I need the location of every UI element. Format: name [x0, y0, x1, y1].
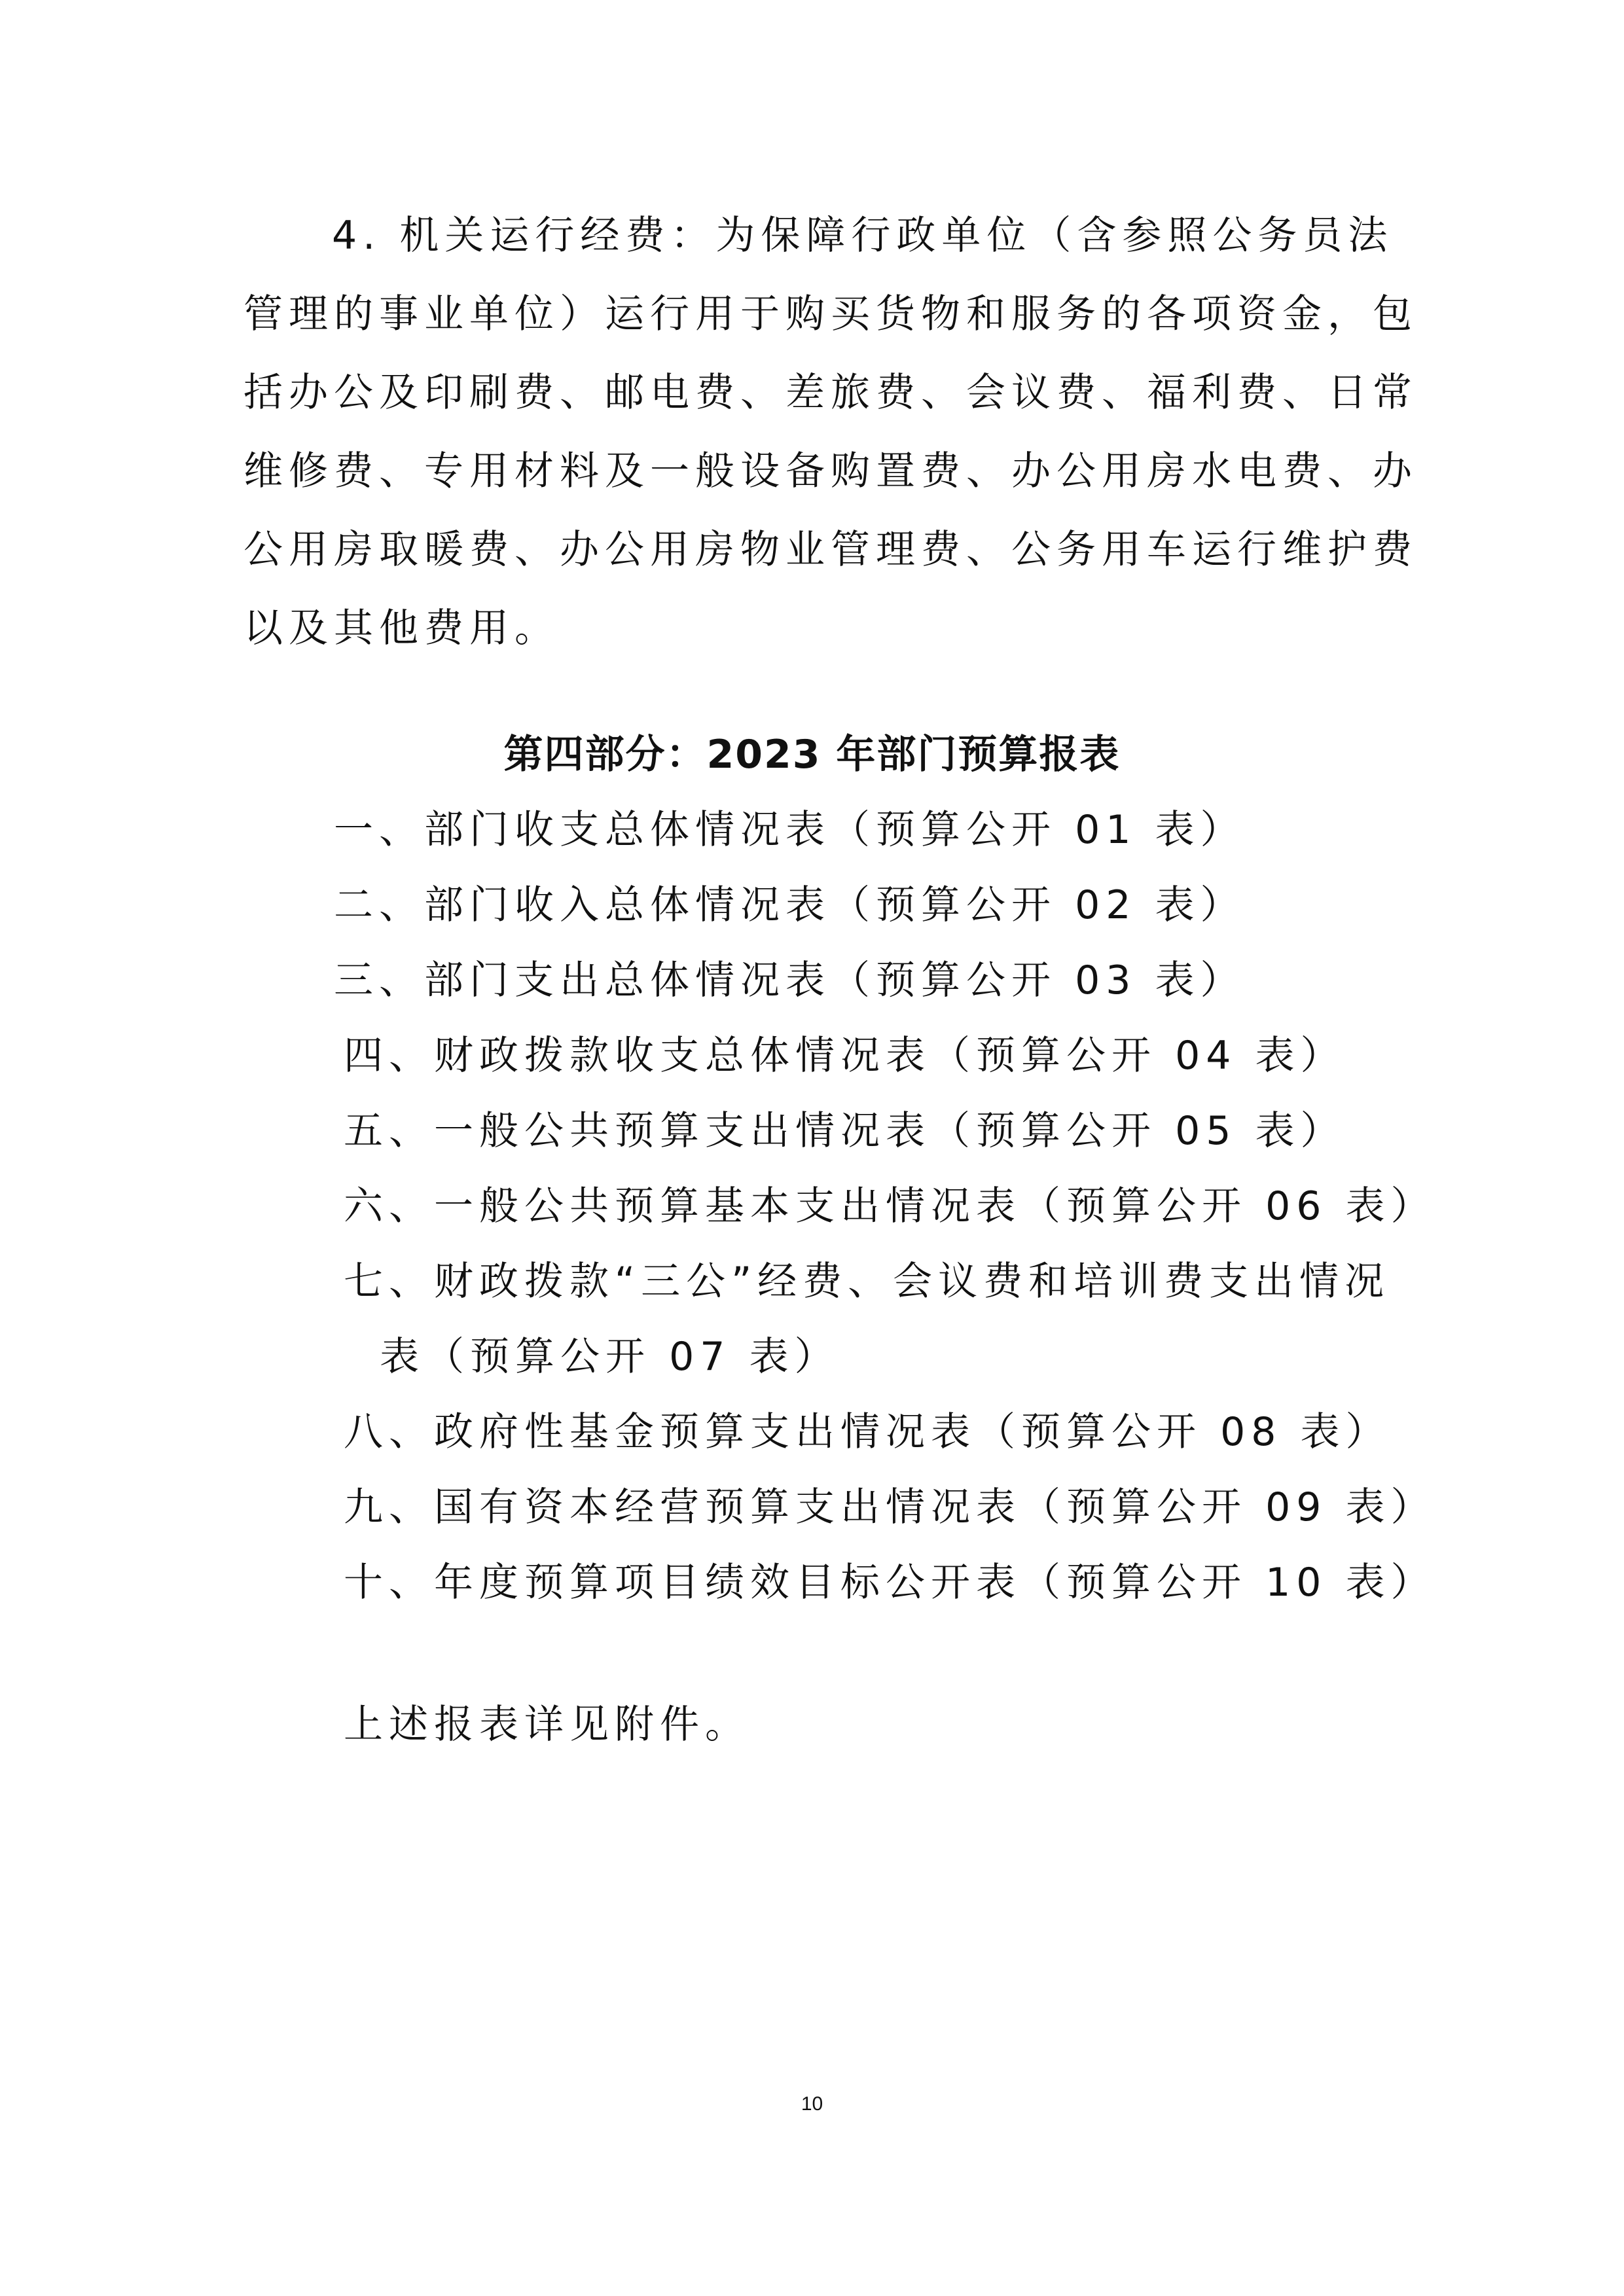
paragraph-line: 维修费、专用材料及一般设备购置费、办公用房水电费、办: [244, 448, 1418, 494]
list-item: 五、一般公共预算支出情况表（预算公开 05 表）: [344, 1108, 1346, 1154]
list-item: 八、政府性基金预算支出情况表（预算公开 08 表）: [344, 1409, 1391, 1455]
page-number: 10: [801, 2093, 823, 2115]
list-item: 一、部门收支总体情况表（预算公开 01 表）: [334, 807, 1246, 853]
paragraph-line: 4. 机关运行经费：为保障行政单位（含参照公务员法: [332, 213, 1394, 259]
list-item: 七、财政拨款“三公”经费、会议费和培训费支出情况: [344, 1259, 1390, 1304]
section-heading: 第四部分：2023 年部门预算报表: [503, 732, 1121, 778]
list-item: 三、部门支出总体情况表（预算公开 03 表）: [334, 958, 1246, 1003]
list-item: 四、财政拨款收支总体情况表（预算公开 04 表）: [344, 1033, 1346, 1079]
list-item: 十、年度预算项目绩效目标公开表（预算公开 10 表）: [344, 1560, 1436, 1605]
list-item: 六、一般公共预算基本支出情况表（预算公开 06 表）: [344, 1183, 1436, 1229]
closing-text: 上述报表详见附件。: [344, 1702, 750, 1748]
list-item-continuation: 表（预算公开 07 表）: [380, 1334, 840, 1380]
paragraph-line: 括办公及印刷费、邮电费、差旅费、会议费、福利费、日常: [244, 370, 1418, 416]
list-item: 二、部门收入总体情况表（预算公开 02 表）: [334, 882, 1246, 928]
list-item: 九、国有资本经营预算支出情况表（预算公开 09 表）: [344, 1484, 1436, 1530]
paragraph-line: 公用房取暖费、办公用房物业管理费、公务用车运行维护费: [244, 527, 1418, 573]
paragraph-line: 管理的事业单位）运行用于购买货物和服务的各项资金，包: [244, 291, 1418, 337]
paragraph-line: 以及其他费用。: [244, 605, 560, 651]
